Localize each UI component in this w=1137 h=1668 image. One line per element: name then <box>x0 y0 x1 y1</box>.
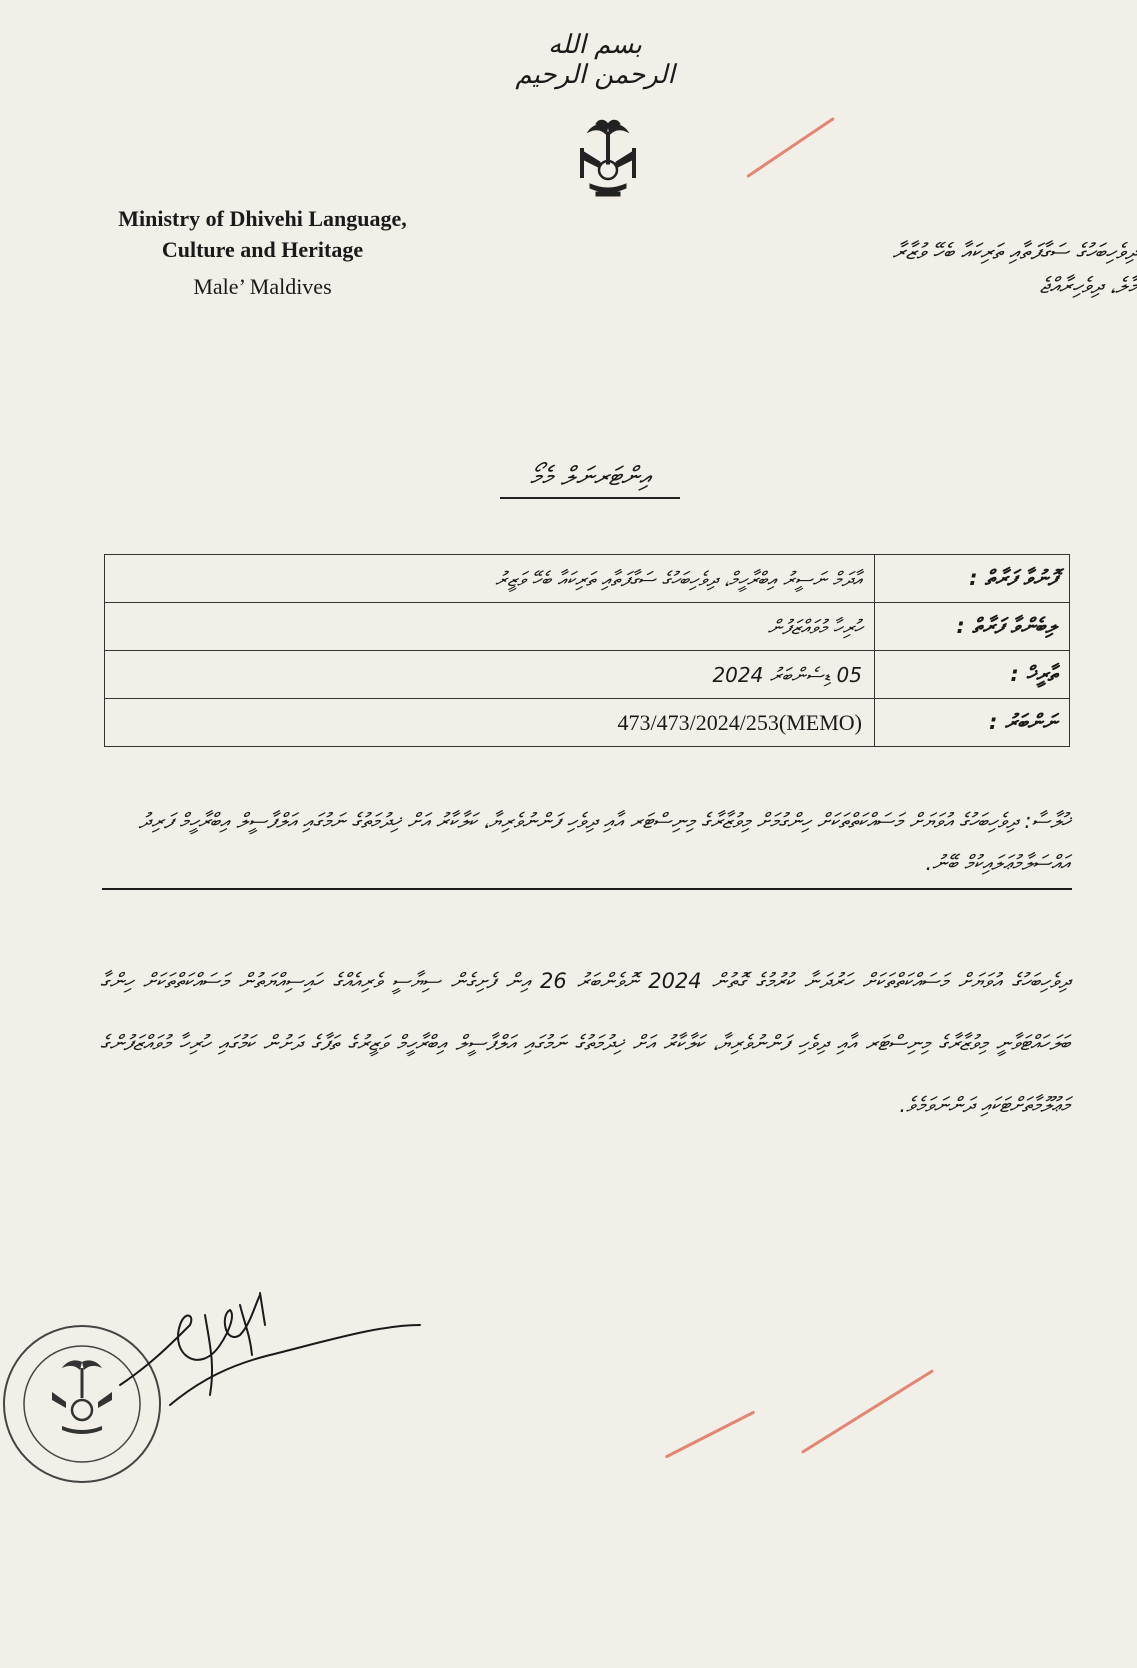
ministry-dv-line-1: ދިވެހިބަހުގެ ސަގާފަތާއި ތަރިކައާ ބެހޭ ވުޒާރާ <box>892 240 1137 265</box>
red-pen-mark <box>801 1369 934 1454</box>
red-pen-mark <box>746 117 835 178</box>
from-label: ފޮނުވާ ފަރާތް : <box>875 555 1070 603</box>
national-emblem-icon <box>570 118 646 202</box>
table-row <box>105 699 1070 747</box>
table-row <box>105 555 1070 603</box>
table-row <box>105 603 1070 651</box>
ministry-dv-line-2: މާލެ، ދިވެހިރާއްޖެ <box>1039 274 1137 299</box>
from-value: އާދަމް ނަސީރު އިބްރާހީމް، ދިވެހިބަހުގެ ސަގާފަތާއި ތަރިކައާ ބެހޭ ވަޒީރު <box>105 555 875 603</box>
ministry-line-1: Ministry of Dhivehi Language, <box>118 206 407 231</box>
handwritten-signature <box>110 1285 430 1435</box>
body-paragraph: ދިވެހިބަހުގެ އުވަޔަށް މަސައްކަތްތަކަށް ހަރުދަނާ ކުރުމުގެ ގޮތުން 2024 ނޮވެންބަރު 26 އިން ފެށިގެން ސިޔާސީ ވެރިއެއްގެ ހައިސިއްޔަތުން މަސައްކަތްތަކަށް ހިންގާ ބަލަހައްޓަވާނީ މިވުޒާރާގެ މިނިސްޓަރ އާއި ދިވެހި ފަންނުވެރިޔާ، ކަލާކާރު އަށް ޚިދުމަތުގެ ނަމުގައި އަލްފާސީލް އިބްރާހީމް ވަޒީރުގެ ތަފާގެ ދަށުން ކަމުގައި ހުރިހާ މުވައްޒަފުންގެ މަޢުލޫމާތަށްޓަކައި ދަންނަވަމެވެ. <box>100 969 1070 1117</box>
memo-info-table <box>104 554 1070 747</box>
document-title: އިންޓަރނަލް މެމޯ <box>500 462 680 499</box>
ministry-name-dhivehi <box>777 236 1137 304</box>
date-label: ތާރީޚް : <box>875 651 1070 699</box>
to-label: ލިބެންވާ ފަރާތް : <box>875 603 1070 651</box>
divider <box>102 888 1072 890</box>
reference-number-value: (MEMO)473/473/2024/253 <box>105 699 875 747</box>
reference-number-label: ނަންބަރު : <box>875 699 1070 747</box>
to-value: ހުރިހާ މުވައްޒަފުން <box>105 603 875 651</box>
ministry-line-2: Culture and Heritage <box>161 237 364 262</box>
ministry-city: Male’ Maldives <box>193 274 332 299</box>
bismillah-calligraphy: بسم الله الرحمن الرحيم <box>515 30 675 90</box>
date-value: 05 ޑިސެންބަރު 2024 <box>105 651 875 699</box>
red-pen-mark <box>665 1410 755 1458</box>
table-row <box>105 651 1070 699</box>
summary-text: ޚުލާސާ: ދިވެހިބަހުގެ އުވަޔަށް މަސައްކަތްތަކަށް ހިންގުމަށް މިވުޒާރާގެ މިނިސްޓަރ އާއި ދިވެހި ފަންނުވެރިޔާ، ކަލާކާރު އަށް ޚިދުމަތުގެ ނަމުގައި އަލްފާސީލް އިބްރާހީމް ފަރިދު އައްސަލާމުޢަލައިކުމް ބޭނު. <box>138 809 1070 875</box>
ministry-name-english <box>95 203 430 302</box>
